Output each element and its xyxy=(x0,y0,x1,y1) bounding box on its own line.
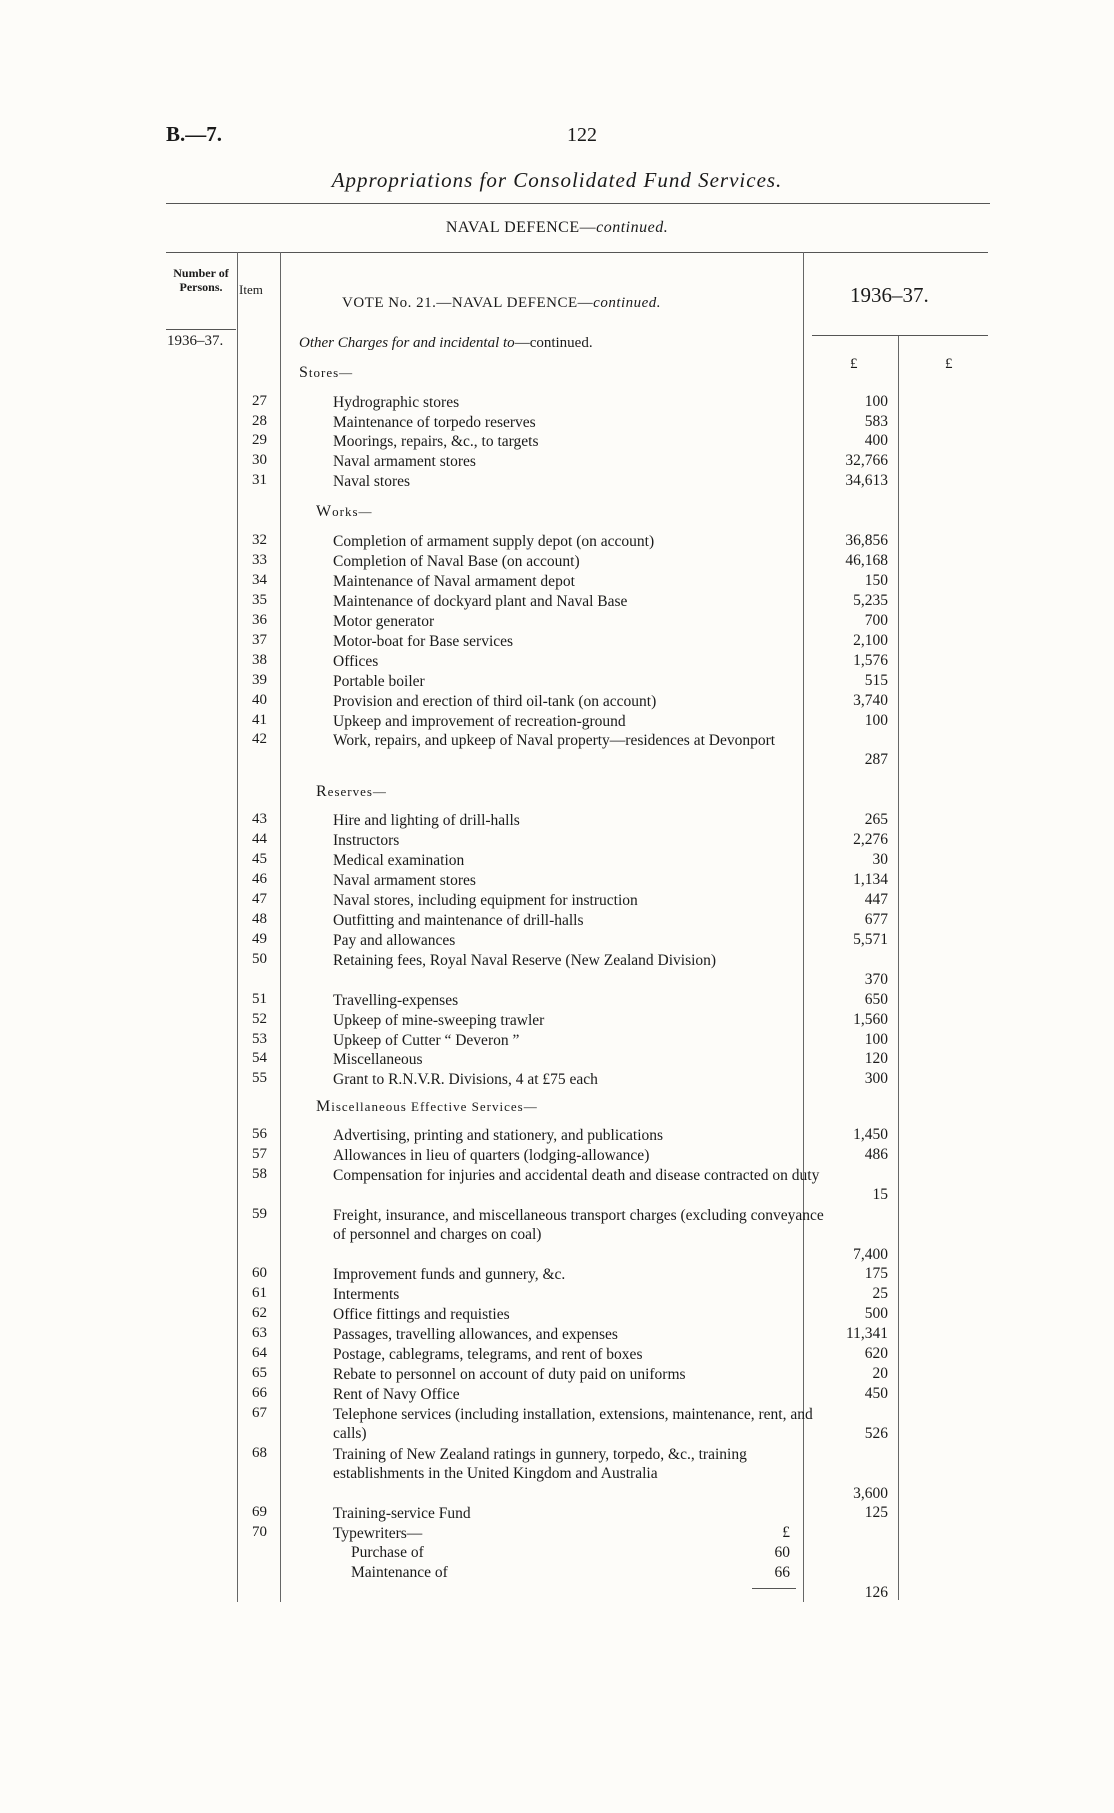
item-number: 46 xyxy=(252,871,267,887)
typewriters-maintenance-value: 66 xyxy=(774,1564,790,1581)
page-subtitle: NAVAL DEFENCE—continued. xyxy=(445,219,669,236)
item-description: Hire and lighting of drill-halls xyxy=(333,812,520,829)
item-number: 39 xyxy=(252,672,267,688)
column-divider-item xyxy=(280,252,281,1602)
item-amount: 5,235 xyxy=(853,592,888,609)
currency-symbol: £ xyxy=(850,356,858,372)
item-amount: 100 xyxy=(864,393,888,410)
item-number: 54 xyxy=(252,1050,267,1066)
item-number: 45 xyxy=(252,851,267,867)
column-header-year: 1936–37. xyxy=(850,283,929,307)
item-number: 29 xyxy=(252,432,267,448)
item-amount: 120 xyxy=(864,1050,888,1067)
item-amount: 100 xyxy=(864,1031,888,1048)
item-description: Advertising, printing and stationery, and publications xyxy=(333,1127,664,1144)
item-description: Rent of Navy Office xyxy=(333,1386,460,1403)
item-description: Grant to R.N.V.R. Divisions, 4 at £75 each xyxy=(333,1071,598,1088)
item-description: Pay and allowances xyxy=(333,932,456,949)
item-amount: 700 xyxy=(864,612,888,629)
item-number: 67 xyxy=(252,1405,267,1421)
item-amount: 450 xyxy=(864,1385,888,1402)
item-amount: 3,740 xyxy=(853,692,888,709)
item-description: Rebate to personnel on account of duty paid on uniforms xyxy=(333,1366,686,1383)
column-divider-amount xyxy=(898,335,899,1600)
typewriters-total: 126 xyxy=(864,1584,888,1601)
item-amount: 1,560 xyxy=(853,1011,888,1028)
item-description: Miscellaneous xyxy=(333,1051,423,1068)
item-number: 48 xyxy=(252,911,267,927)
page-title: Appropriations for Consolidated Fund Services. xyxy=(331,168,783,192)
item-description: Freight, insurance, and miscellaneous transport charges (excluding conveyance of personnel and charges on coal) xyxy=(333,1207,824,1243)
persons-header-rule xyxy=(166,329,236,330)
item-amount: 1,134 xyxy=(853,871,888,888)
item-description: Motor-boat for Base services xyxy=(333,633,514,650)
item-amount: 100 xyxy=(864,712,888,729)
item-number: 52 xyxy=(252,1011,267,1027)
page-number: 122 xyxy=(567,124,597,146)
item-description: Work, repairs, and upkeep of Naval property—residences at Devonport xyxy=(333,732,776,749)
item-description: Motor generator xyxy=(333,613,435,630)
item-description: Maintenance of Naval armament depot xyxy=(333,573,575,590)
item-amount: 2,100 xyxy=(853,632,888,649)
item-description: Provision and erection of third oil-tank (on account) xyxy=(333,693,657,710)
item-amount: 7,400 xyxy=(853,1246,888,1263)
other-charges-heading: Other Charges for and incidental to—continued. xyxy=(299,335,593,351)
typewriters-currency: £ xyxy=(782,1524,790,1541)
section-heading-works: Works— xyxy=(316,503,373,520)
section-heading-stores: Stores— xyxy=(299,364,354,381)
item-description: Travelling-expenses xyxy=(333,992,459,1009)
item-number: 27 xyxy=(252,393,267,409)
item-number: 69 xyxy=(252,1504,267,1520)
item-description: Maintenance of dockyard plant and Naval Base xyxy=(333,593,628,610)
item-amount: 25 xyxy=(872,1285,888,1302)
item-amount: 447 xyxy=(864,891,888,908)
item-number: 58 xyxy=(252,1166,267,1182)
item-amount: 620 xyxy=(864,1345,888,1362)
item-number: 34 xyxy=(252,572,267,588)
item-description: Retaining fees, Royal Naval Reserve (New Zealand Division) xyxy=(333,952,717,969)
item-number: 62 xyxy=(252,1305,267,1321)
item-amount: 32,766 xyxy=(845,452,888,469)
typewriters-maintenance-label: Maintenance of xyxy=(351,1564,448,1581)
item-description: Office fittings and requisties xyxy=(333,1306,510,1323)
item-number: 35 xyxy=(252,592,267,608)
title-rule xyxy=(166,203,990,204)
item-number: 37 xyxy=(252,632,267,648)
item-number: 64 xyxy=(252,1345,267,1361)
item-description: Naval armament stores xyxy=(333,872,476,889)
table-top-rule xyxy=(166,252,988,253)
item-number: 30 xyxy=(252,452,267,468)
item-description: Outfitting and maintenance of drill-halls xyxy=(333,912,584,929)
item-description: Improvement funds and gunnery, &c. xyxy=(333,1266,566,1283)
item-amount: 46,168 xyxy=(845,552,888,569)
item-number: 43 xyxy=(252,811,267,827)
item-description: Upkeep and improvement of recreation-ground xyxy=(333,713,626,730)
item-amount: 265 xyxy=(864,811,888,828)
item-number: 56 xyxy=(252,1126,267,1142)
item-description: Training of New Zealand ratings in gunnery, torpedo, &c., training establishments in the United Kingdom and Australia xyxy=(333,1446,747,1482)
item-amount: 34,613 xyxy=(845,472,888,489)
item-amount: 526 xyxy=(864,1425,888,1442)
item-amount: 650 xyxy=(864,991,888,1008)
item-description: Training-service Fund xyxy=(333,1505,471,1522)
item-number: 41 xyxy=(252,712,267,728)
item-amount: 2,276 xyxy=(853,831,888,848)
item-description: Completion of Naval Base (on account) xyxy=(333,553,580,570)
item-number: 68 xyxy=(252,1445,267,1461)
item-description: Naval stores, including equipment for instruction xyxy=(333,892,638,909)
item-amount: 3,600 xyxy=(853,1485,888,1502)
item-number: 31 xyxy=(252,472,267,488)
item-amount: 125 xyxy=(864,1504,888,1521)
section-heading-reserves: Reserves— xyxy=(316,783,387,800)
item-amount: 370 xyxy=(864,971,888,988)
item-amount: 486 xyxy=(864,1146,888,1163)
subtotal-rule xyxy=(752,1588,796,1589)
item-number: 50 xyxy=(252,951,267,967)
item-amount: 500 xyxy=(864,1305,888,1322)
item-description: Upkeep of Cutter “ Deveron ” xyxy=(333,1032,520,1049)
page-reference: B.—7. xyxy=(166,122,223,146)
item-amount: 5,571 xyxy=(853,931,888,948)
item-amount: 515 xyxy=(864,672,888,689)
item-amount: 175 xyxy=(864,1265,888,1282)
item-description: Compensation for injuries and accidental death and disease contracted on duty xyxy=(333,1167,820,1184)
item-number: 32 xyxy=(252,532,267,548)
item-number: 60 xyxy=(252,1265,267,1281)
item-number: 42 xyxy=(252,731,267,747)
item-amount: 150 xyxy=(864,572,888,589)
item-amount: 583 xyxy=(864,413,888,430)
item-number: 61 xyxy=(252,1285,267,1301)
item-description: Naval stores xyxy=(333,473,411,490)
item-number: 44 xyxy=(252,831,267,847)
item-description: Naval armament stores xyxy=(333,453,476,470)
item-description: Interments xyxy=(333,1286,400,1303)
item-number: 36 xyxy=(252,612,267,628)
item-amount: 15 xyxy=(872,1186,888,1203)
item-number: 65 xyxy=(252,1365,267,1381)
item-description: Upkeep of mine-sweeping trawler xyxy=(333,1012,545,1029)
typewriters-purchase-label: Purchase of xyxy=(351,1544,424,1561)
item-number: 28 xyxy=(252,413,267,429)
amount-header-rule xyxy=(812,335,988,336)
column-header-persons: Number of Persons. xyxy=(173,266,229,294)
item-amount: 400 xyxy=(864,432,888,449)
item-amount: 11,341 xyxy=(845,1325,888,1342)
item-number: 40 xyxy=(252,692,267,708)
item-description: Typewriters— xyxy=(333,1525,423,1542)
item-description: Hydrographic stores xyxy=(333,394,460,411)
item-amount: 1,576 xyxy=(853,652,888,669)
item-amount: 1,450 xyxy=(853,1126,888,1143)
item-number: 70 xyxy=(252,1524,267,1540)
item-description: Passages, travelling allowances, and expenses xyxy=(333,1326,618,1343)
item-description: Allowances in lieu of quarters (lodging-allowance) xyxy=(333,1147,650,1164)
item-number: 47 xyxy=(252,891,267,907)
persons-year: 1936–37. xyxy=(167,333,224,349)
item-description: Completion of armament supply depot (on account) xyxy=(333,533,655,550)
item-description: Portable boiler xyxy=(333,673,425,690)
item-amount: 300 xyxy=(864,1070,888,1087)
item-amount: 36,856 xyxy=(845,532,888,549)
item-number: 57 xyxy=(252,1146,267,1162)
item-description: Postage, cablegrams, telegrams, and rent of boxes xyxy=(333,1346,643,1363)
section-heading-misc-effective-services: Miscellaneous Effective Services— xyxy=(316,1098,538,1115)
currency-symbol: £ xyxy=(945,356,953,372)
item-description: Telephone services (including installation, extensions, maintenance, rent, and calls) xyxy=(333,1406,813,1442)
item-amount: 287 xyxy=(864,751,888,768)
item-number: 59 xyxy=(252,1206,267,1222)
vote-heading: VOTE No. 21.—NAVAL DEFENCE—continued. xyxy=(342,295,662,311)
item-amount: 20 xyxy=(872,1365,888,1382)
item-description: Moorings, repairs, &c., to targets xyxy=(333,433,539,450)
item-description: Offices xyxy=(333,653,379,670)
item-number: 63 xyxy=(252,1325,267,1341)
item-description: Instructors xyxy=(333,832,400,849)
item-number: 53 xyxy=(252,1031,267,1047)
item-amount: 30 xyxy=(872,851,888,868)
item-number: 38 xyxy=(252,652,267,668)
column-header-item: Item xyxy=(239,282,263,297)
item-number: 33 xyxy=(252,552,267,568)
item-description: Maintenance of torpedo reserves xyxy=(333,414,536,431)
item-description: Medical examination xyxy=(333,852,465,869)
item-number: 66 xyxy=(252,1385,267,1401)
item-number: 49 xyxy=(252,931,267,947)
item-number: 55 xyxy=(252,1070,267,1086)
item-number: 51 xyxy=(252,991,267,1007)
typewriters-purchase-value: 60 xyxy=(774,1544,790,1561)
item-amount: 677 xyxy=(864,911,888,928)
